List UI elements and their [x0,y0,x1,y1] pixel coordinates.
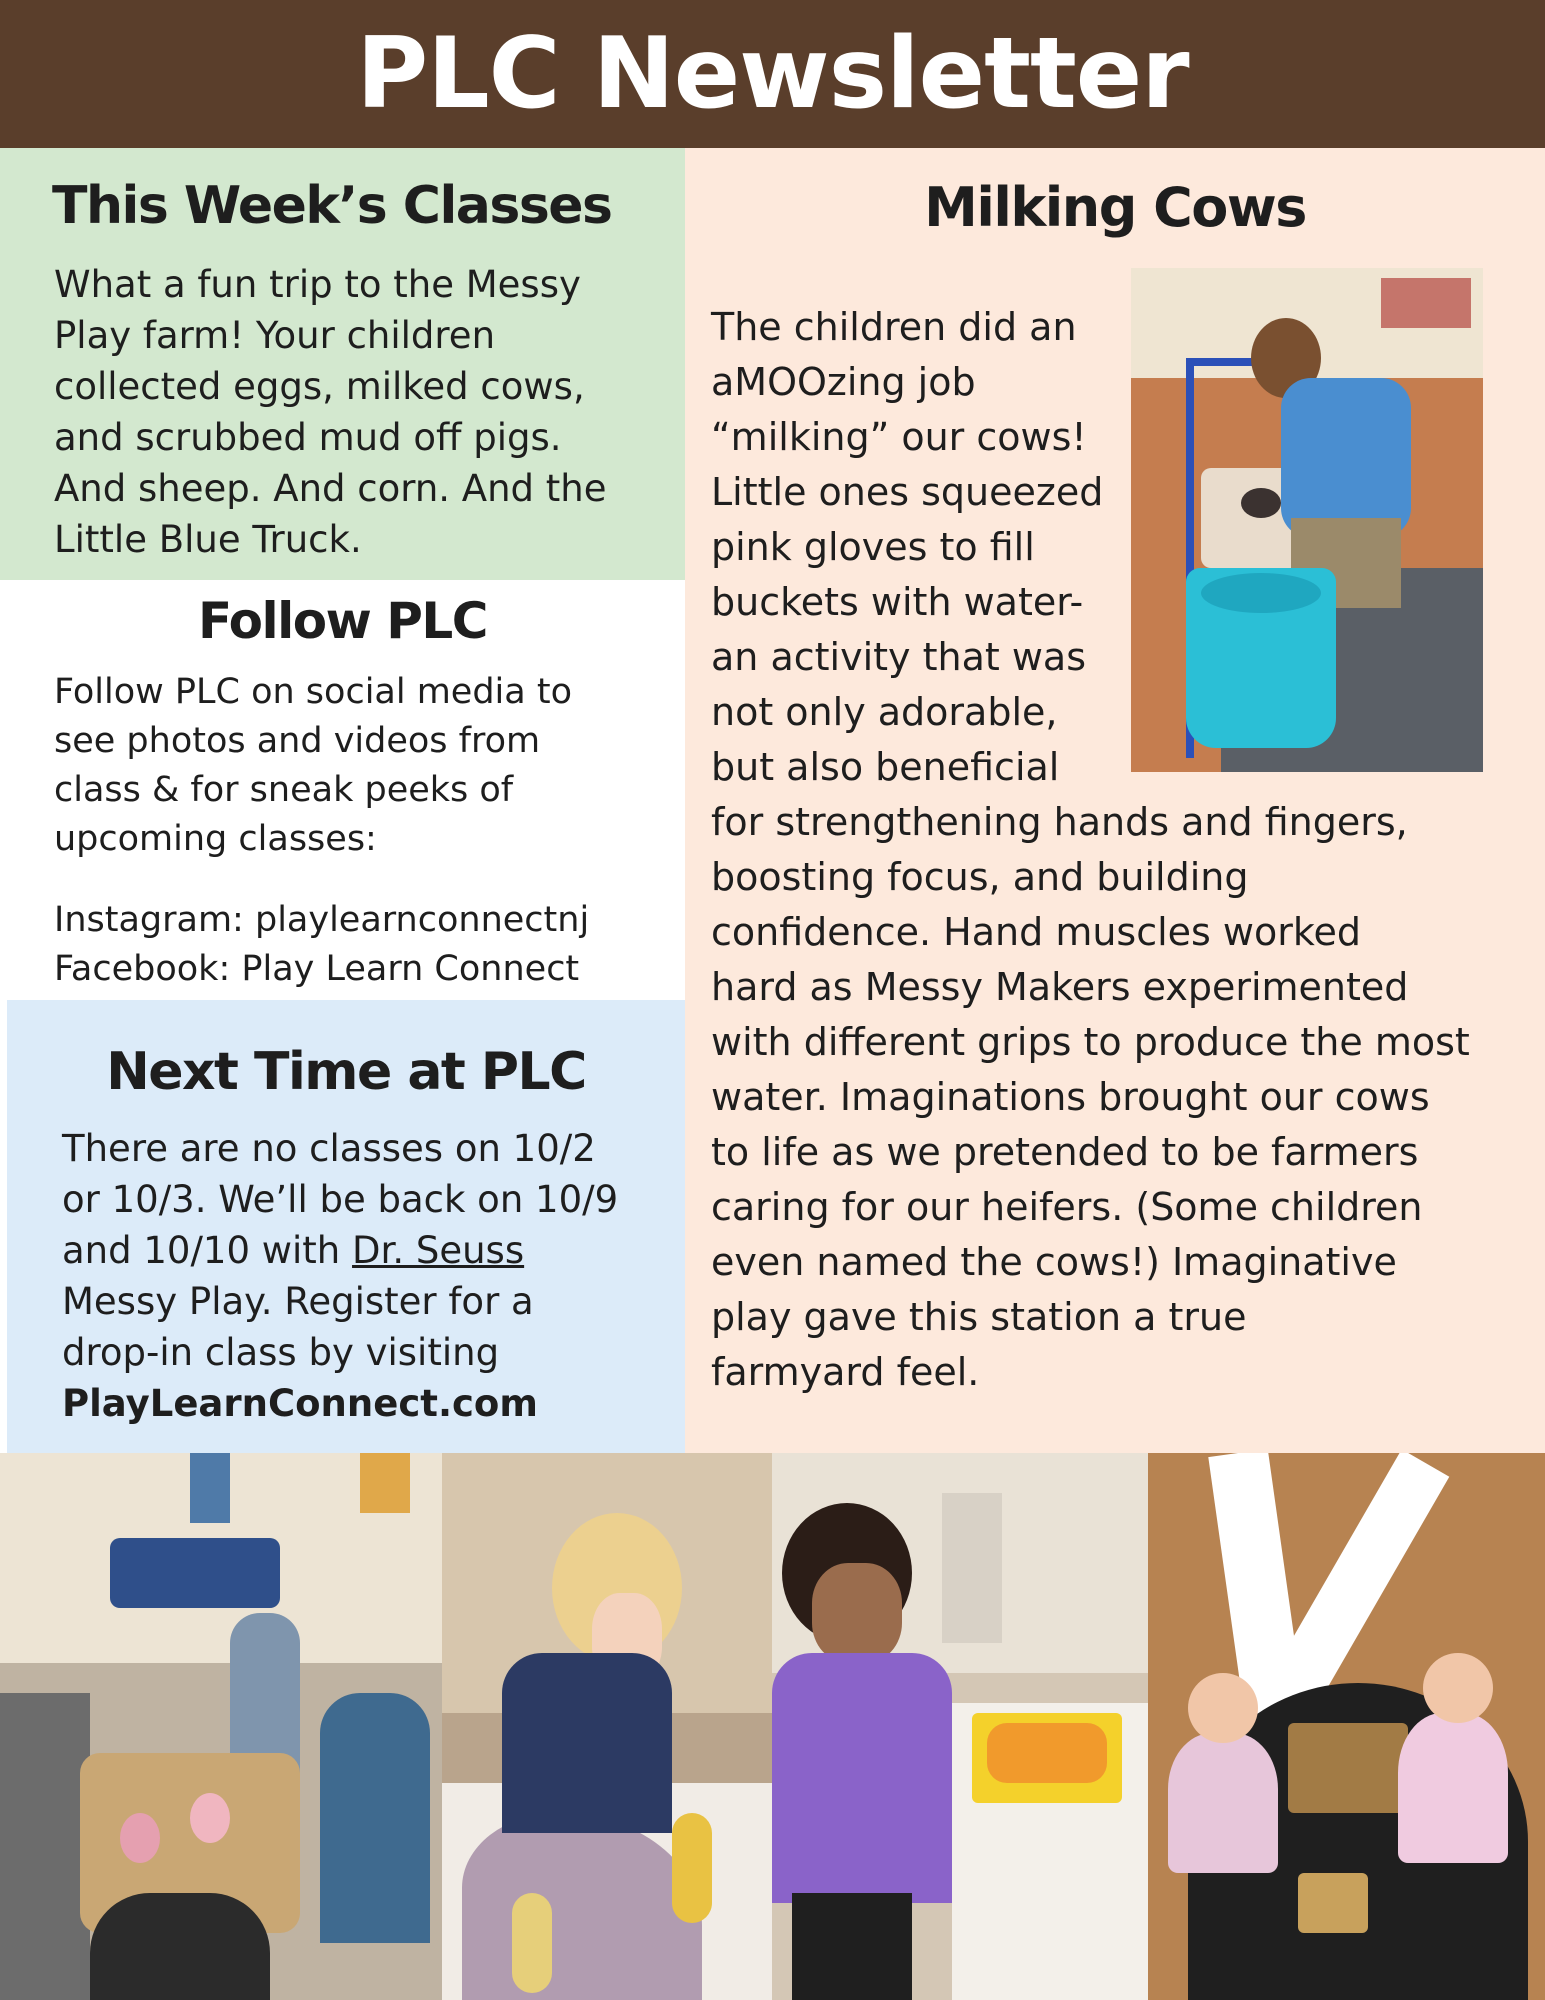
text-line: an activity that was [711,635,1087,679]
milking-cows-title: Milking Cows [924,176,1306,239]
newsletter-title: PLC Newsletter [356,17,1189,131]
text-line: And sheep. And corn. And the [54,467,607,510]
text-line: collected eggs, milked cows, [54,365,585,408]
text-line: Little Blue Truck. [54,518,362,561]
next-time-title: Next Time at PLC [106,1042,586,1102]
text-line: caring for our heifers. (Some children [711,1185,1423,1229]
text-segment: and 10/10 with [62,1229,353,1272]
this-week-panel [0,148,685,580]
text-line: buckets with water- [711,580,1084,624]
text-line: pink gloves to fill [711,525,1035,569]
text-line: boosting focus, and building [711,855,1249,899]
milking-text-narrow [711,300,1103,795]
text-line: or 10/3. We’ll be back on 10/9 [62,1178,619,1221]
text-line: not only adorable, [711,690,1058,734]
milking-cow-photo [1131,268,1483,772]
text-line: farmyard feel. [711,1350,980,1394]
text-line: play gave this station a true [711,1295,1247,1339]
text-line [62,1225,618,1276]
facebook-handle[interactable]: Facebook: Play Learn Connect [54,949,580,989]
text-line: class & for sneak peeks of [54,770,514,810]
social-links [54,896,589,994]
text-line: hard as Messy Makers experimented [711,965,1409,1009]
text-line: and scrubbed mud off pigs. [54,416,562,459]
text-line: Play farm! Your children [54,314,496,357]
text-line: to life as we pretended to be farmers [711,1130,1419,1174]
text-line: even named the cows!) Imaginative [711,1240,1397,1284]
text-line: confidence. Hand muscles worked [711,910,1362,954]
milking-text-wide [711,795,1470,1400]
photo-strip [0,1453,1545,2000]
group-play-photo [0,1453,442,2000]
next-time-text [62,1123,618,1429]
text-line: with different grips to produce the most [711,1020,1470,1064]
follow-text [54,668,572,864]
egg-chute-photo [1148,1453,1545,2000]
follow-panel [0,580,685,1000]
text-line: drop-in class by visiting [62,1331,500,1374]
follow-title: Follow PLC [198,592,487,650]
website-link[interactable]: PlayLearnConnect.com [62,1382,538,1425]
next-time-panel [7,1000,685,1453]
text-line: water. Imaginations brought our cows [711,1075,1430,1119]
text-line: There are no classes on 10/2 [62,1127,596,1170]
text-line: but also beneficial [711,745,1060,789]
toddler-painting-photo [772,1453,1148,2000]
instagram-handle[interactable]: Instagram: playlearnconnectnj [54,900,590,940]
newsletter-header [0,0,1545,148]
text-line: Little ones squeezed [711,470,1104,514]
corn-painting-photo [442,1453,772,2000]
text-line: aMOOzing job [711,360,976,404]
this-week-text [54,259,607,565]
text-line: Follow PLC on social media to [54,672,572,712]
dr-seuss-link[interactable]: Dr. Seuss [352,1229,525,1272]
text-line: see photos and videos from [54,721,541,761]
text-line: The children did an [711,305,1077,349]
text-line: upcoming classes: [54,819,377,859]
text-line: What a fun trip to the Messy [54,263,581,306]
text-line: “milking” our cows! [711,415,1087,459]
text-line: Messy Play. Register for a [62,1280,534,1323]
text-line: for strengthening hands and fingers, [711,800,1408,844]
this-week-title: This Week’s Classes [52,176,612,236]
milking-cows-panel [685,148,1545,1453]
